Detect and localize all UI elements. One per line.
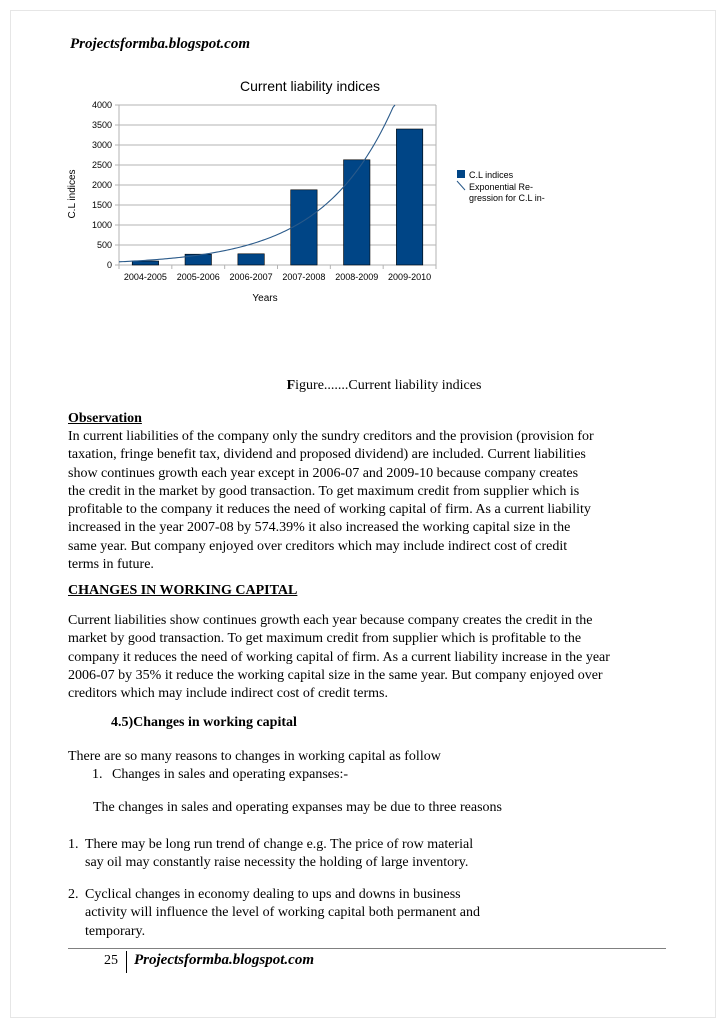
legend-label-trend-line1: Exponential Re-	[469, 182, 534, 192]
list-item-sales-expanses	[92, 767, 348, 783]
y-tick-label: 2500	[91, 160, 112, 170]
reason-number: 2.	[68, 887, 79, 902]
changes-line: company it reduces the need of working capital of firm. As a current liability increase in the year	[68, 649, 610, 665]
changes-paragraph	[68, 612, 668, 703]
x-tick-label: 2005-2006	[176, 272, 220, 282]
y-tick-label: 3000	[91, 140, 112, 150]
legend-label-trend-line2: gression for C.L in-	[469, 193, 545, 203]
changes-line: market by good transaction. To get maximum credit from supplier which is profitable to the	[68, 631, 582, 647]
reason-line: There may be long run trend of change e.g. The price of row material	[85, 837, 474, 852]
page-number: 25	[104, 953, 118, 968]
footer-divider	[126, 951, 127, 973]
header-site-name: Projectsformba.blogspot.com	[70, 36, 250, 52]
current-liability-chart	[60, 72, 660, 317]
y-tick-label: 2000	[91, 180, 112, 190]
footer-site-name: Projectsformba.blogspot.com	[134, 952, 314, 968]
x-tick-labels	[124, 272, 431, 282]
bar	[132, 261, 158, 265]
reason-text	[85, 836, 535, 873]
legend-trend-swatch	[457, 181, 465, 190]
chart-svg	[60, 72, 660, 317]
section-intro: There are so many reasons to changes in working capital as follow	[68, 749, 441, 764]
observation-paragraph	[68, 428, 668, 574]
reason-line: activity will influence the level of working capital both permanent and	[85, 905, 480, 921]
observation-line: profitable to the company it reduces the need of working capital of firm. As a current liability	[68, 502, 591, 518]
changes-line: 2006-07 by 35% it reduce the working capital size in the same year. But company enjoyed over	[68, 667, 603, 683]
y-tick-label: 0	[106, 260, 112, 270]
reason-line: temporary.	[85, 923, 146, 939]
bar	[238, 254, 264, 265]
bar	[291, 190, 317, 265]
observation-line: terms in future.	[68, 557, 154, 573]
chart-grid	[115, 105, 436, 269]
changes-heading: CHANGES IN WORKING CAPITAL	[68, 583, 298, 598]
y-tick-labels	[92, 100, 112, 270]
changes-line: Current liabilities show continues growth each year because company creates the credit in the	[68, 613, 593, 628]
chart-title: Current liability indices	[239, 78, 381, 94]
x-tick-label: 2009-2010	[388, 272, 432, 282]
x-tick-label: 2004-2005	[123, 272, 167, 282]
observation-line: show continues growth each year except in 2006-07 and 2009-10 because company creates	[68, 465, 579, 481]
list-item-number: 1.	[92, 767, 103, 782]
observation-line: In current liabilities of the company only the sundry creditors and the provision (provision for	[68, 429, 594, 444]
x-tick-label: 2008-2009	[335, 272, 379, 282]
observation-heading: Observation	[68, 411, 142, 426]
observation-line: same year. But company enjoyed over creditors which may include indirect cost of credit	[68, 538, 568, 554]
y-tick-label: 1500	[91, 200, 112, 210]
x-tick-label: 2006-2007	[229, 272, 273, 282]
y-axis-label: C.L indices	[67, 169, 78, 219]
section-heading: 4.5)Changes in working capital	[111, 715, 297, 730]
y-tick-label: 500	[96, 240, 112, 250]
legend-label-cl-indices: C.L indices	[469, 170, 514, 180]
y-tick-label: 3500	[91, 120, 112, 130]
reason-number: 1.	[68, 837, 79, 852]
three-reasons-text: The changes in sales and operating expanses may be due to three reasons	[93, 800, 502, 815]
x-tick-label: 2007-2008	[282, 272, 326, 282]
legend	[457, 170, 545, 203]
changes-line: creditors which may include indirect cost of credit terms.	[68, 686, 388, 702]
observation-line: increased in the year 2007-08 by 574.39% it also increased the working capital size in the	[68, 520, 571, 536]
figure-caption	[0, 378, 728, 394]
reason-line: say oil may constantly raise necessity the holding of large inventory.	[85, 855, 469, 871]
observation-line: the credit in the market by good transaction. To get maximum credit from supplier which is	[68, 483, 580, 499]
caption-first-letter: F	[286, 378, 296, 393]
bar	[344, 160, 370, 265]
list-item-text: Changes in sales and operating expanses:-	[112, 767, 348, 782]
legend-swatch-cl-indices	[457, 170, 465, 178]
y-tick-label: 1000	[91, 220, 112, 230]
bar	[396, 129, 422, 265]
reason-line: Cyclical changes in economy dealing to ups and downs in business	[85, 887, 461, 902]
x-axis-label: Years	[252, 293, 278, 304]
caption-text: igure.......Current liability indices	[295, 378, 482, 393]
reason-text	[85, 886, 535, 941]
observation-line: taxation, fringe benefit tax, dividend and proposed dividend) are included. Current liabilities	[68, 447, 586, 463]
footer-rule	[68, 948, 666, 949]
y-tick-label: 4000	[91, 100, 112, 110]
